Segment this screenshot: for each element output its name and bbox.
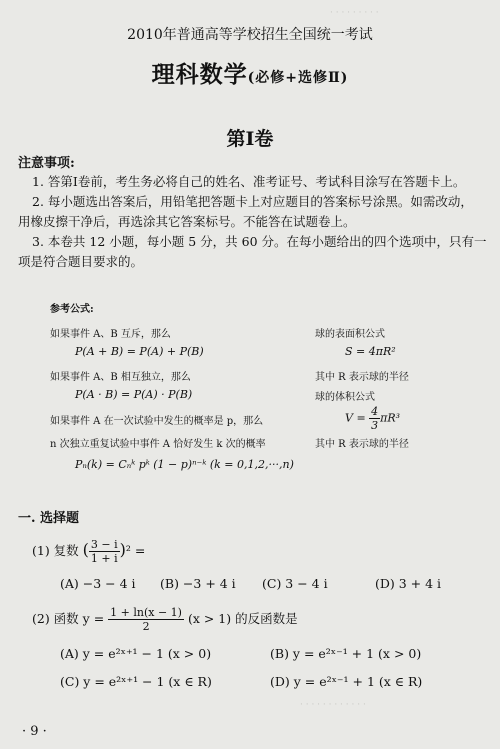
ref-left-formula: P(A · B) = P(A) · P(B) (75, 388, 193, 401)
question-1-label: (1) 复数 (32, 543, 79, 558)
reference-heading: 参考公式: (50, 304, 94, 315)
fraction-denominator: 2 (142, 620, 150, 633)
ref-right-formula: S = 4πR² (345, 345, 396, 358)
exam-title: 2010年普通高等学校招生全国统一考试 (127, 27, 373, 43)
subject-subtitle: (必修+选修Ⅱ) (247, 70, 349, 86)
ref-left-formula: P(A + B) = P(A) + P(B) (75, 345, 204, 358)
notes-heading: 注意事项: (18, 156, 75, 171)
ref-right-line: 球的表面积公式 (315, 329, 385, 340)
note-line: 项是符合题目要求的。 (18, 254, 144, 269)
fraction-numerator: 4 (371, 405, 379, 418)
bleed-through-text: · · · · · · · · · (330, 8, 379, 18)
ref-left-line: 如果事件 A 在一次试验中发生的概率是 p，那么 (50, 416, 264, 427)
question-1-option-c: (C) 3 − 4 i (262, 576, 328, 591)
formula-prefix: V = (345, 411, 370, 425)
question-1: (1) 复数 ( $\frac{3 - i}{1 + i}$ )² = (32, 538, 146, 565)
ref-left-formula: Pₙ(k) = Cₙᵏ pᵏ (1 − p)ⁿ⁻ᵏ (k = 0,1,2,···,n) (75, 458, 294, 471)
question-2-fraction (108, 606, 184, 633)
fraction-numerator: 1 + ln(x − 1) (110, 606, 182, 619)
note-line: 3. 本卷共 12 小题，每小题 5 分，共 60 分。在每小题给出的四个选项中，只有一 (32, 234, 487, 249)
question-1-option-a: (A) −3 − 4 i (60, 576, 136, 591)
question-2-label: (2) 函数 y = (32, 611, 105, 626)
ref-right-line: 球的体积公式 (315, 392, 375, 403)
ref-left-line: 如果事件 A、B 相互独立，那么 (50, 372, 191, 383)
question-2-option-c: (C) y = e²ˣ⁺¹ − 1 (x ∈ R) (60, 674, 212, 689)
part-title: 第Ⅰ卷 (226, 128, 274, 150)
question-1-option-b: (B) −3 + 4 i (160, 576, 236, 591)
formula-suffix: πR³ (380, 411, 401, 425)
fraction-numerator: 3 − i (90, 538, 118, 551)
fraction-denominator: 1 + i (90, 552, 118, 565)
fraction (369, 405, 380, 432)
note-line: 1. 答第Ⅰ卷前，考生务必将自己的姓名、准考证号、考试科目涂写在答题卡上。 (32, 174, 466, 189)
ref-left-line: 如果事件 A、B 互斥，那么 (50, 329, 171, 340)
fraction-denominator: 3 (371, 419, 379, 432)
question-2-option-b: (B) y = e²ˣ⁻¹ + 1 (x > 0) (270, 646, 422, 661)
question-1-option-d: (D) 3 + 4 i (375, 576, 442, 591)
question-2 (32, 606, 298, 633)
question-2-option-a: (A) y = e²ˣ⁺¹ − 1 (x > 0) (60, 646, 212, 661)
ref-right-line: 其中 R 表示球的半径 (315, 372, 409, 383)
question-1-tail: ² = (125, 543, 146, 558)
subject-title (0, 56, 500, 89)
section-heading: 一. 选择题 (18, 511, 80, 526)
question-2-tail: (x > 1) 的反函数是 (187, 611, 298, 626)
note-line: 2. 每小题选出答案后，用铅笔把答题卡上对应题目的答案标号涂黑。如需改动， (32, 194, 473, 209)
bleed-through-text: · · · · · · · · · · · · (300, 700, 366, 710)
ref-right-line: 其中 R 表示球的半径 (315, 439, 409, 450)
page-number: · 9 · (22, 724, 47, 739)
ref-left-line: n 次独立重复试验中事件 A 恰好发生 k 次的概率 (50, 439, 266, 450)
subject-name: 理科数学 (151, 61, 248, 88)
question-2-option-d: (D) y = e²ˣ⁻¹ + 1 (x ∈ R) (270, 674, 423, 689)
sphere-volume-formula (345, 405, 400, 432)
note-line: 用橡皮擦干净后，再选涂其它答案标号。不能答在试题卷上。 (18, 214, 356, 229)
question-1-fraction (89, 538, 120, 565)
